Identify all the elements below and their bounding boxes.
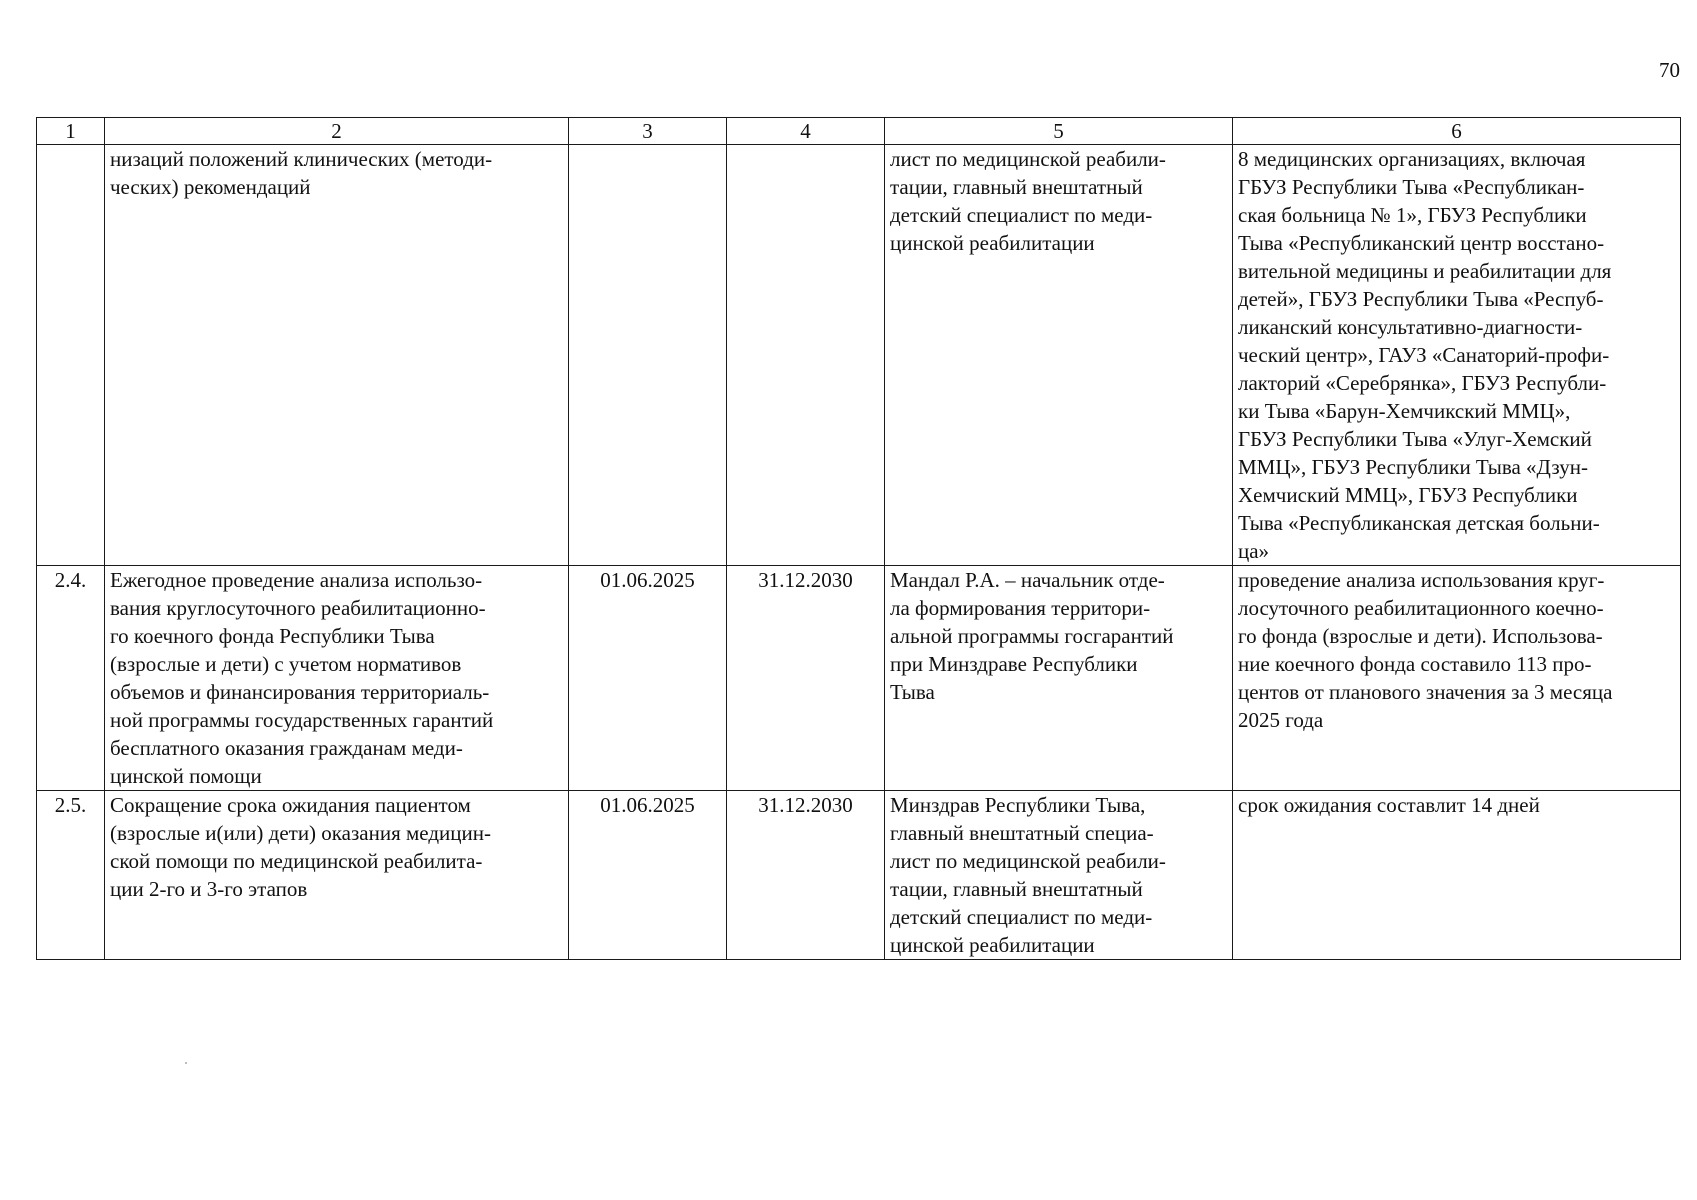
- end-date: 31.12.2030: [727, 791, 885, 960]
- table-row: [37, 145, 1681, 566]
- responsible-party: лист по медицинской реабили- тации, главный внештатный детский специалист по меди- цинской реабилитации: [885, 145, 1233, 566]
- plan-table: [36, 117, 1681, 960]
- row-number: [37, 145, 105, 566]
- table-header-row: [37, 118, 1681, 145]
- end-date: [727, 145, 885, 566]
- table-row: [37, 566, 1681, 791]
- column-header-1: 1: [37, 118, 105, 145]
- scan-speck: [185, 1062, 187, 1064]
- column-header-5: 5: [885, 118, 1233, 145]
- column-header-6: 6: [1233, 118, 1681, 145]
- event-description: низаций положений клинических (методи- ческих) рекомендаций: [105, 145, 569, 566]
- expected-result: срок ожидания составлит 14 дней: [1233, 791, 1681, 960]
- start-date: [569, 145, 727, 566]
- start-date: 01.06.2025: [569, 566, 727, 791]
- page-number: 70: [1659, 58, 1680, 82]
- column-header-4: 4: [727, 118, 885, 145]
- column-header-3: 3: [569, 118, 727, 145]
- column-header-2: 2: [105, 118, 569, 145]
- row-number: 2.4.: [37, 566, 105, 791]
- start-date: 01.06.2025: [569, 791, 727, 960]
- row-number: 2.5.: [37, 791, 105, 960]
- expected-result: проведение анализа использования круг- лосуточного реабилитационного коечно- го фонда (взрослые и дети). Использова- ние коечного фонда составило 113 про- центов от планового значения за 3 месяца 2025 года: [1233, 566, 1681, 791]
- event-description: Сокращение срока ожидания пациентом (взрослые и(или) дети) оказания медицин- ской помощи по медицинской реабилита- ции 2-го и 3-го этапов: [105, 791, 569, 960]
- event-description: Ежегодное проведение анализа использо- вания круглосуточного реабилитационно- го коечного фонда Республики Тыва (взрослые и дети) с учетом нормативов объемов и финансирования территориаль- ной программы государственных гарантий бесплатного оказания гражданам меди- цинской помощи: [105, 566, 569, 791]
- responsible-party: Минздрав Республики Тыва, главный внештатный специа- лист по медицинской реабили- тации, главный внештатный детский специалист по меди- цинской реабилитации: [885, 791, 1233, 960]
- responsible-party: Мандал Р.А. – начальник отде- ла формирования территори- альной программы госгарантий при Минздраве Республики Тыва: [885, 566, 1233, 791]
- table-row: [37, 791, 1681, 960]
- end-date: 31.12.2030: [727, 566, 885, 791]
- expected-result: 8 медицинских организациях, включая ГБУЗ Республики Тыва «Республикан- ская больница № 1», ГБУЗ Республики Тыва «Республиканский центр восстано- вительной медицины и реабилитации для детей», ГБУЗ Республики Тыва «Респуб- ликанский консультативно-диагности- ческий центр», ГАУЗ «Санаторий-профи- лакторий «Серебрянка», ГБУЗ Республи- ки Тыва «Барун-Хемчикский ММЦ», ГБУЗ Республики Тыва «Улуг-Хемский ММЦ», ГБУЗ Республики Тыва «Дзун- Хемчиский ММЦ», ГБУЗ Республики Тыва «Республиканская детская больни- ца»: [1233, 145, 1681, 566]
